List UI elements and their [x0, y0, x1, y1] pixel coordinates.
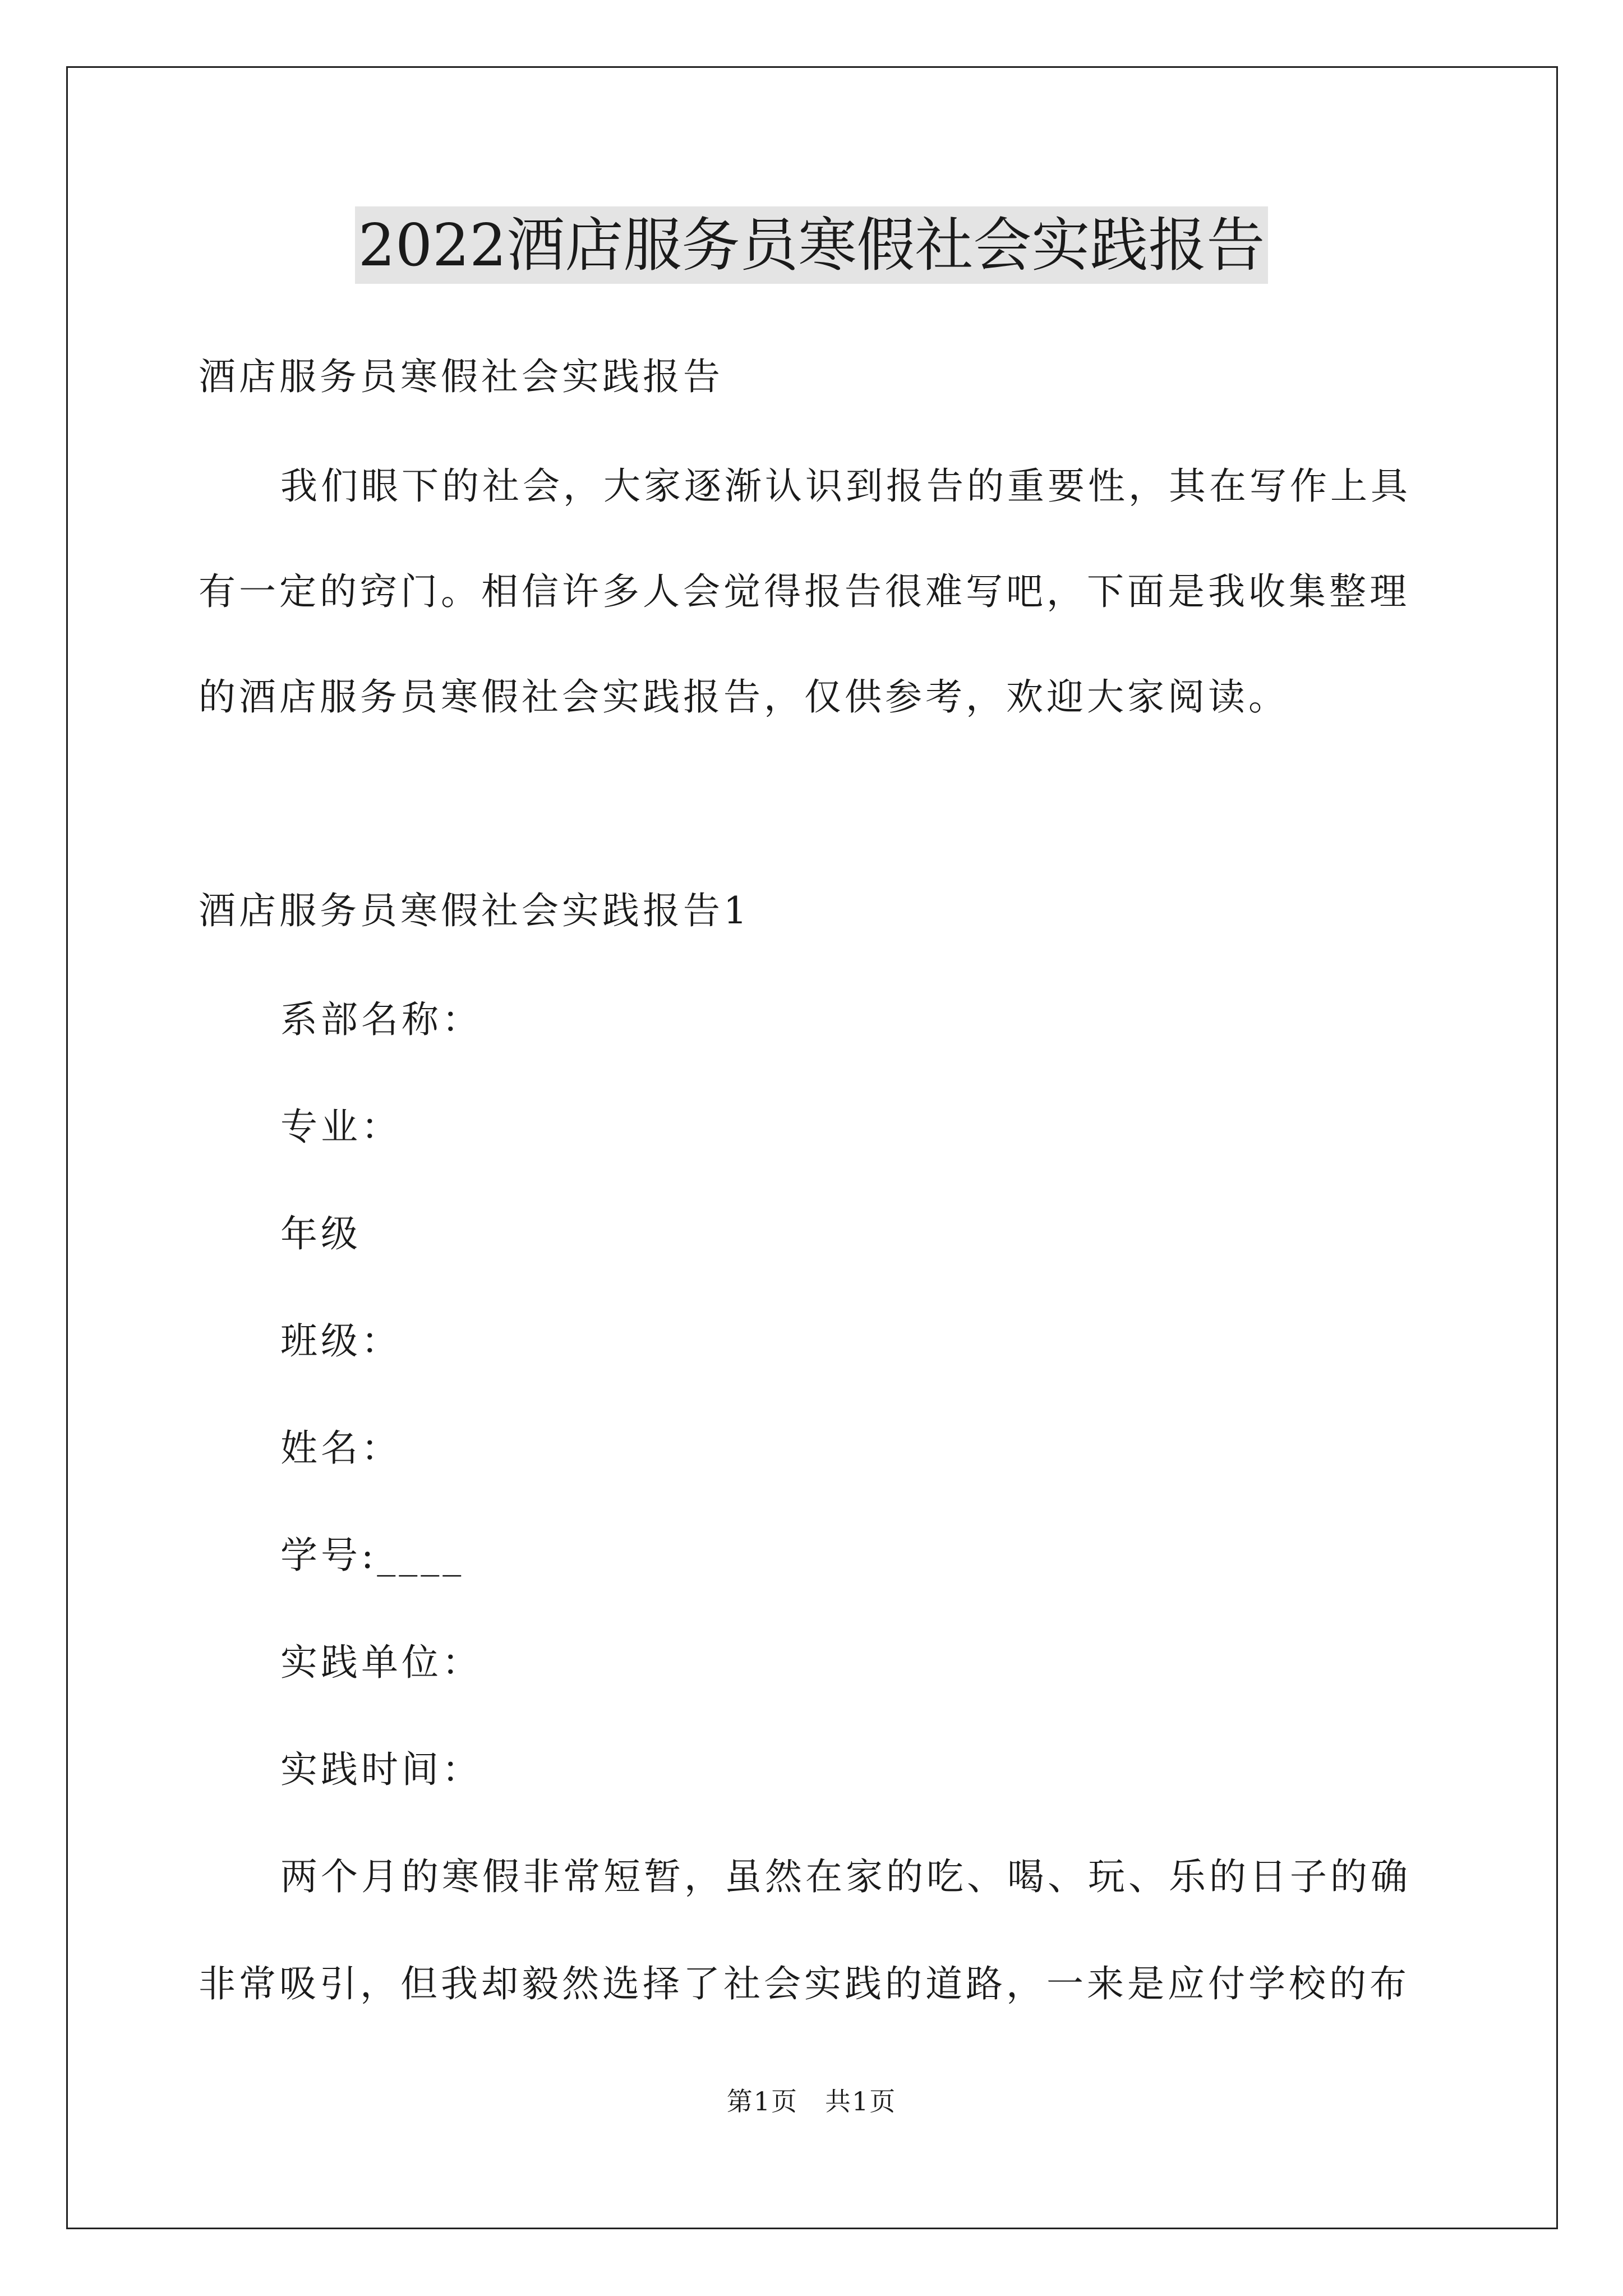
intro-line-2: 有一定的窍门。相信许多人会觉得报告很难写吧，下面是我收集整理	[199, 570, 1410, 613]
field-class: 班级：	[280, 1319, 402, 1363]
intro-line-3: 的酒店服务员寒假社会实践报告，仅供参考，欢迎大家阅读。	[199, 675, 1289, 719]
body-line-2: 非常吸引，但我却毅然选择了社会实践的道路，一来是应付学校的布	[199, 1962, 1410, 2005]
field-student-id: 学号:____	[280, 1534, 465, 1577]
document-subtitle: 酒店服务员寒假社会实践报告	[199, 355, 723, 398]
field-major: 专业：	[280, 1105, 402, 1148]
section-heading: 酒店服务员寒假社会实践报告1	[199, 889, 750, 932]
field-name: 姓名：	[280, 1427, 402, 1470]
field-grade: 年级	[280, 1212, 361, 1255]
field-practice-unit: 实践单位：	[280, 1641, 482, 1684]
body-line-1: 两个月的寒假非常短暂，虽然在家的吃、喝、玩、乐的日子的确	[280, 1855, 1411, 1898]
document-title: 2022酒店服务员寒假社会实践报告	[355, 206, 1269, 284]
title-container	[0, 206, 1623, 284]
intro-line-1: 我们眼下的社会，大家逐渐认识到报告的重要性，其在写作上具	[280, 464, 1411, 508]
page-footer: 第1页 共1页	[726, 2086, 897, 2116]
field-practice-time: 实践时间：	[280, 1748, 482, 1791]
field-department: 系部名称：	[280, 998, 482, 1041]
